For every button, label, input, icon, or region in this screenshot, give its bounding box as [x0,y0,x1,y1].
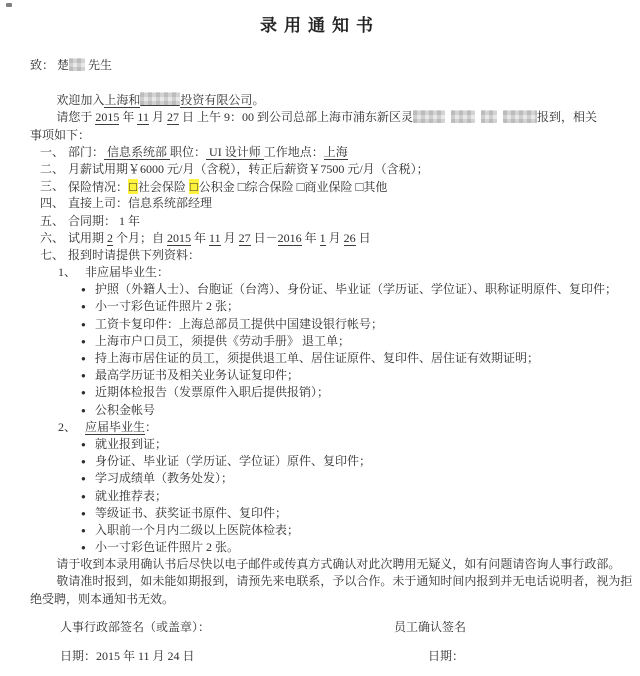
clause-number: 二、 [40,161,65,176]
closing-confirmation-line: 请于收到本录用确认书后尽快以电子邮件或传真方式确认对此次聘用无疑义，如有问题请咨询人事行政部。 [56,557,621,572]
bullet-icon: ● [81,543,86,553]
bullet-icon: ● [81,525,86,535]
bullet-icon: ● [81,439,86,449]
redacted-text [503,110,537,123]
bullet-icon: ● [81,354,86,364]
non-fresh-graduate-requirements [30,281,616,419]
requirement-text: 持上海市居住证的员工，须提供退工单、居住证原件、复印件、居住证有效期证明； [95,351,540,366]
bullet-icon: ● [81,371,86,381]
employee-date-label: 日期： [428,649,465,664]
checkbox-icon: □ [129,179,137,195]
checkbox-icon: □ [189,179,198,195]
clause-text: 保险情况：□社会保险 □公积金 □综合保险 □商业保险 □其他 [68,179,388,195]
bullet-icon: ● [81,285,86,295]
clause-text: 报到时请提供下列资料： [68,247,201,262]
requirement-item [81,333,616,350]
sublist-label: 应届毕业生： [85,419,158,434]
hr-signature-label: 人事行政部签名（或盖章）： [60,619,211,634]
requirement-text: 身份证、毕业证（学历证、学位证）原件、复印件； [95,454,372,469]
bullet-icon: ● [81,508,86,518]
requirement-text: 小一寸彩色证件照片 2 张； [95,299,240,314]
document-title: 录用通知书 [260,16,380,35]
requirement-item [81,539,616,556]
clause-number: 六、 [40,230,65,245]
clause-number: 四、 [40,196,65,211]
bullet-icon: ● [81,388,86,398]
clause-contract-term [40,213,616,230]
requirement-text: 入职前一个月内二级以上医院体检表； [95,522,300,537]
sublist-label: 非应届毕业生： [85,265,170,280]
requirement-item [81,281,616,298]
clause-insurance [40,178,616,195]
bullet-icon: ● [81,336,86,346]
clauses-list [30,144,616,264]
clause-text: 试用期 2 个月；自 2015 年 11 月 27 日－2016 年 1 月 26 日 [68,230,371,245]
requirement-text: 小一寸彩色证件照片 2 张。 [95,540,240,555]
sublist-number: 2、 [58,419,77,434]
requirement-item [81,402,616,419]
clause-text: 直接上司：信息系统部经理 [68,196,213,211]
requirement-text: 等级证书、获奖证书原件、复印件； [95,505,288,520]
requirement-text: 上海市户口员工，须提供《劳动手册》 退工单； [95,333,351,348]
clause-text: 合同期： 1 年 [68,213,141,228]
clause-number: 三、 [40,179,65,194]
scan-artifact [6,3,12,7]
report-instruction-continuation: 事项如下： [30,127,91,142]
closing-punctuality-line: 敬请准时报到，如未能如期报到，请预先来电联系，予以合作。未于通知时间内报到并无电话说明者，视为拒 [56,574,633,589]
bullet-icon: ● [81,405,86,415]
clause-number: 一、 [40,144,65,159]
document-body [30,92,633,608]
clause-department [40,144,616,161]
requirement-text: 工资卡复印件：上海总部员工提供中国建设银行帐号； [95,316,384,331]
requirement-text: 就业报到证； [95,436,168,451]
clause-number: 五、 [40,213,65,228]
sublist-number: 1、 [58,265,77,280]
clause-required-documents [40,247,616,264]
redacted-text [140,92,180,106]
requirement-item [81,384,616,401]
requirement-item [81,350,616,367]
requirement-item [81,298,616,315]
requirement-item [81,453,616,470]
requirement-item [81,488,616,505]
clause-number: 七、 [40,247,65,262]
requirement-item [81,522,616,539]
signature-row [60,619,640,636]
employee-signature-label: 员工确认签名 [394,619,467,634]
clause-text: 部门： 信息系统部 职位： UI 设计师 工作地点：上海 [68,144,348,159]
fresh-graduate-requirements [30,436,616,556]
bullet-icon: ● [81,457,86,467]
requirement-text: 护照（外籍人士）、台胞证（台湾）、身份证、毕业证（学历证、学位证）、职称证明原件、复印件； [95,282,618,297]
checkbox-icon: □ [355,179,364,195]
bullet-icon: ● [81,319,86,329]
redacted-text [69,58,85,71]
requirement-item [81,436,616,453]
report-instruction-line: 请您于 2015 年 11 月 27 日 上午 9：00 到公司总部上海市浦东新区灵 报到，相关 [56,110,598,125]
clause-supervisor [40,195,616,212]
closing-punctuality-continuation: 绝受聘，则本通知书无效。 [30,591,175,606]
welcome-line: 欢迎加入上海和 投资有限公司。 [56,93,265,108]
bullet-icon: ● [81,491,86,501]
clause-salary [40,161,616,178]
requirement-item [81,316,616,333]
requirement-text: 就业推荐表； [95,488,168,503]
checkbox-icon: □ [237,179,246,195]
recipient-line: 致： 楚 先生 [30,58,113,72]
redacted-text [481,110,497,123]
clause-text: 月薪试用期￥6000 元/月（含税），转正后薪资￥7500 元/月（含税）； [68,161,429,176]
requirement-text: 最高学历证书及相关业务认证复印件； [95,368,300,383]
bullet-icon: ● [81,302,86,312]
requirement-text: 学习成绩单（教务处发）； [95,471,234,486]
date-row [60,648,640,665]
clause-probation [40,230,616,247]
requirement-item [81,367,616,384]
redacted-text [451,110,475,123]
fresh-graduate-header [58,419,616,436]
requirement-text: 近期体检报告（发票原件入职后提供报销）； [95,385,330,400]
requirement-item [81,505,616,522]
requirement-text: 公积金帐号 [95,402,156,417]
redacted-text [413,110,445,123]
non-fresh-graduate-header [58,264,616,281]
hr-date: 日期：2015 年 11 月 24 日 [60,649,195,664]
bullet-icon: ● [81,474,86,484]
requirement-item [81,470,616,487]
checkbox-icon: □ [296,179,305,195]
